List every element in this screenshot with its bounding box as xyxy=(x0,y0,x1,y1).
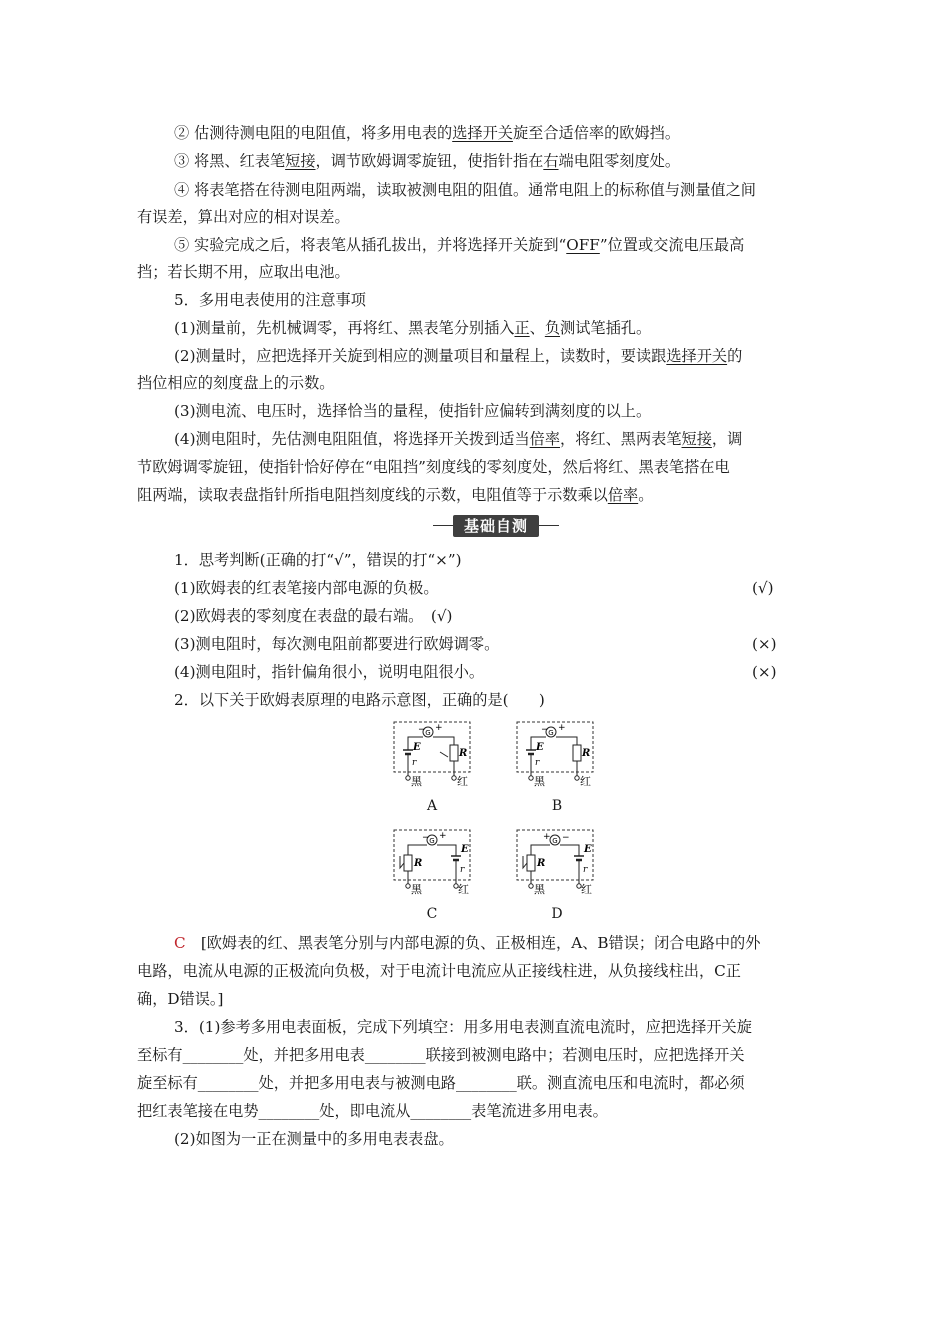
q3-line-2: 至标有________处，并把多用电表________联接到被测电路中；若测电压时，应把选择开关 xyxy=(137,1046,745,1064)
underlined-term: 选择开关 xyxy=(452,124,513,142)
red-probe-label: 红 xyxy=(458,883,469,896)
galvanometer-label: G xyxy=(552,837,558,845)
black-probe-label: 黑 xyxy=(534,775,545,788)
black-probe-label: 黑 xyxy=(534,883,545,896)
step-3-line xyxy=(174,151,680,171)
note-4-text-e: 。 xyxy=(638,486,654,504)
minus-sign: − xyxy=(541,725,549,735)
section-5-heading: 5．多用电表使用的注意事项 xyxy=(174,291,366,309)
black-probe-label: 黑 xyxy=(411,883,422,896)
q2-explanation-text: [欧姆表的红、黑表笔分别与内部电源的负、正极相连，A、B错误；闭合电路中的外 xyxy=(200,934,761,952)
terminal-icon xyxy=(406,776,410,780)
note-2-text-a: (2)测量时，应把选择开关旋到相应的测量项目和量程上，读数时，要读跟 xyxy=(174,347,667,365)
note-4-line-3 xyxy=(137,485,653,505)
rheostat-arrow-icon xyxy=(523,856,527,868)
option-label: B xyxy=(551,798,563,814)
circuit-diagram-d xyxy=(515,828,595,896)
banner-rule-left xyxy=(433,525,453,526)
galvanometer-label: G xyxy=(429,837,435,845)
step-4-line-1: ④ 将表笔搭在待测电阻两端，读取被测电阻的阻值。通常电阻上的标称值与测量值之间 xyxy=(174,181,756,199)
minus-sign: − xyxy=(562,833,570,843)
q2-explanation-line-1 xyxy=(174,933,760,953)
q1-stem: 1．思考判断(正确的打“√”，错误的打“×”) xyxy=(174,551,462,569)
emf-label: E xyxy=(413,742,421,753)
note-2-line-1 xyxy=(174,346,742,366)
step-5-line-1 xyxy=(174,235,744,255)
wire xyxy=(556,737,577,745)
wire xyxy=(531,845,550,855)
banner-rule-right xyxy=(539,525,559,526)
step-3-text-a: ③ 将黑、红表笔 xyxy=(174,152,286,170)
q1-item: (2)欧姆表的零刻度在表盘的最右端。 (√) xyxy=(174,607,453,625)
underlined-term: 短接 xyxy=(285,152,316,170)
note-4-line-2: 节欧姆调零旋钮，使指针恰好停在“电阻挡”刻度线的零刻度处，然后将红、黑表笔搭在电 xyxy=(137,458,730,476)
resistor-label: R xyxy=(537,858,546,869)
terminal-icon xyxy=(575,776,579,780)
underlined-term: 正 xyxy=(514,319,530,337)
black-probe-label: 黑 xyxy=(411,775,422,788)
resistor-icon xyxy=(450,745,458,761)
q3-line-3: 旋至标有________处，并把多用电表与被测电路________联。测直流电压和电流时，都必须 xyxy=(137,1074,745,1092)
red-probe-label: 红 xyxy=(580,775,591,788)
note-1-line xyxy=(174,318,651,338)
circuit-diagram-a xyxy=(392,720,472,788)
q1-item: (3)测电阻时，每次测电阻前都要进行欧姆调零。 xyxy=(174,635,500,653)
wire xyxy=(437,845,456,856)
step-4-line-2: 有误差，算出对应的相对误差。 xyxy=(137,208,350,226)
circuit-diagram-c xyxy=(392,828,472,896)
wire xyxy=(560,845,579,856)
note-4-text-a: (4)测电阻时，先估测电阻阻值，将选择开关拨到适当 xyxy=(174,430,530,448)
underlined-term: 短接 xyxy=(681,430,712,448)
note-1-text-b: 测试笔插孔。 xyxy=(560,319,652,337)
q2-stem: 2．以下关于欧姆表原理的电路示意图，正确的是( ) xyxy=(174,691,545,709)
underlined-term: 选择开关 xyxy=(666,347,728,365)
wire xyxy=(433,737,454,745)
underlined-term: 负 xyxy=(544,319,561,337)
resistor-icon xyxy=(573,745,581,761)
underlined-term: 倍率 xyxy=(607,486,639,504)
step-3-text-b: ，调节欧姆调零旋钮，使指针指在 xyxy=(315,152,544,170)
step-5-text-a: ⑤ 实验完成之后，将表笔从插孔拔出，并将选择开关旋到“ xyxy=(174,236,567,254)
terminal-icon xyxy=(406,884,410,888)
banner-title: 基础自测 xyxy=(463,517,528,535)
red-probe-label: 红 xyxy=(581,883,592,896)
galvanometer-label: G xyxy=(548,729,554,737)
internal-resistance-label: r xyxy=(583,865,588,875)
step-3-text-c: 端电阻零刻度处。 xyxy=(558,152,681,170)
terminal-icon xyxy=(529,884,533,888)
step-5-text-b: ”位置或交流电压最高 xyxy=(599,236,745,254)
terminal-icon xyxy=(529,776,533,780)
q1-item: (1)欧姆表的红表笔接内部电源的负极。 xyxy=(174,579,439,597)
plus-sign: + xyxy=(543,832,551,842)
plus-sign: + xyxy=(439,831,447,841)
step-2-text-end: 旋至合适倍率的欧姆挡。 xyxy=(512,124,681,142)
q3-line-1: 3．(1)参考多用电表面板，完成下列填空：用多用电表测直流电流时，应把选择开关旋 xyxy=(174,1018,752,1036)
resistor-icon xyxy=(404,855,412,871)
note-4-text-d: 阻两端，读取表盘指针所指电阻挡刻度线的示数，电阻值等于示数乘以 xyxy=(137,486,608,504)
note-2-line-2: 挡位相应的刻度盘上的示数。 xyxy=(137,374,335,392)
terminal-icon xyxy=(452,776,456,780)
resistor-icon xyxy=(527,855,535,871)
minus-sign: − xyxy=(422,833,430,843)
q1-item: (4)测电阻时，指针偏角很小，说明电阻很小。 xyxy=(174,663,485,681)
internal-resistance-label: r xyxy=(460,865,465,875)
galvanometer-label: G xyxy=(425,729,431,737)
emf-label: E xyxy=(536,742,544,753)
plus-sign: + xyxy=(435,723,443,733)
q2-answer: C xyxy=(174,934,186,952)
step-2-line xyxy=(174,123,680,143)
circuit-diagram-b xyxy=(515,720,595,788)
rheostat-arrow-icon xyxy=(440,752,448,757)
q1-answer-mark: (√) xyxy=(752,579,774,597)
underlined-term: 倍率 xyxy=(529,430,561,448)
option-label: A xyxy=(426,798,438,814)
q3-line-4: 把红表笔接在电势________处，即电流从________表笔流进多用电表。 xyxy=(137,1102,608,1120)
note-1-text-a: (1)测量前，先机械调零，再将红、黑表笔分别插入 xyxy=(174,319,515,337)
q3-line-5: (2)如图为一正在测量中的多用电表表盘。 xyxy=(174,1130,454,1148)
resistor-label: R xyxy=(414,858,423,869)
note-4-text-b: ，将红、黑两表笔 xyxy=(560,430,682,448)
note-1-sep: 、 xyxy=(529,319,545,337)
q2-explanation-line-3: 确，D错误。] xyxy=(137,990,224,1008)
section-banner xyxy=(433,515,559,537)
note-4-line-1 xyxy=(174,429,742,449)
internal-resistance-label: r xyxy=(535,758,540,768)
resistor-label: R xyxy=(582,748,591,759)
internal-resistance-label: r xyxy=(412,758,417,768)
step-5-line-2: 挡；若长期不用，应取出电池。 xyxy=(137,263,350,281)
note-3-line: (3)测电流、电压时，选择恰当的量程，使指针应偏转到满刻度的以上。 xyxy=(174,402,652,420)
underlined-term: 右 xyxy=(543,152,559,170)
emf-label: E xyxy=(584,844,592,855)
note-2-text-b: 的 xyxy=(727,347,743,365)
minus-sign: − xyxy=(418,725,426,735)
rheostat-arrow-icon xyxy=(400,856,404,868)
red-probe-label: 红 xyxy=(457,775,468,788)
underlined-term: OFF xyxy=(566,236,600,254)
option-label: C xyxy=(426,906,438,922)
option-label: D xyxy=(551,906,563,922)
wire xyxy=(408,845,427,855)
note-4-text-c: ，调 xyxy=(711,430,743,448)
step-2-text: ② 估测待测电阻的电阻值，将多用电表的 xyxy=(174,124,453,142)
q2-explanation-line-2: 电路，电流从电源的正极流向负极，对于电流计电流应从正接线柱进，从负接线柱出，C正 xyxy=(137,962,741,980)
plus-sign: + xyxy=(558,723,566,733)
resistor-label: R xyxy=(459,748,468,759)
emf-label: E xyxy=(461,844,469,855)
q1-answer-mark: (×) xyxy=(752,635,777,653)
q1-answer-mark: (×) xyxy=(752,663,777,681)
